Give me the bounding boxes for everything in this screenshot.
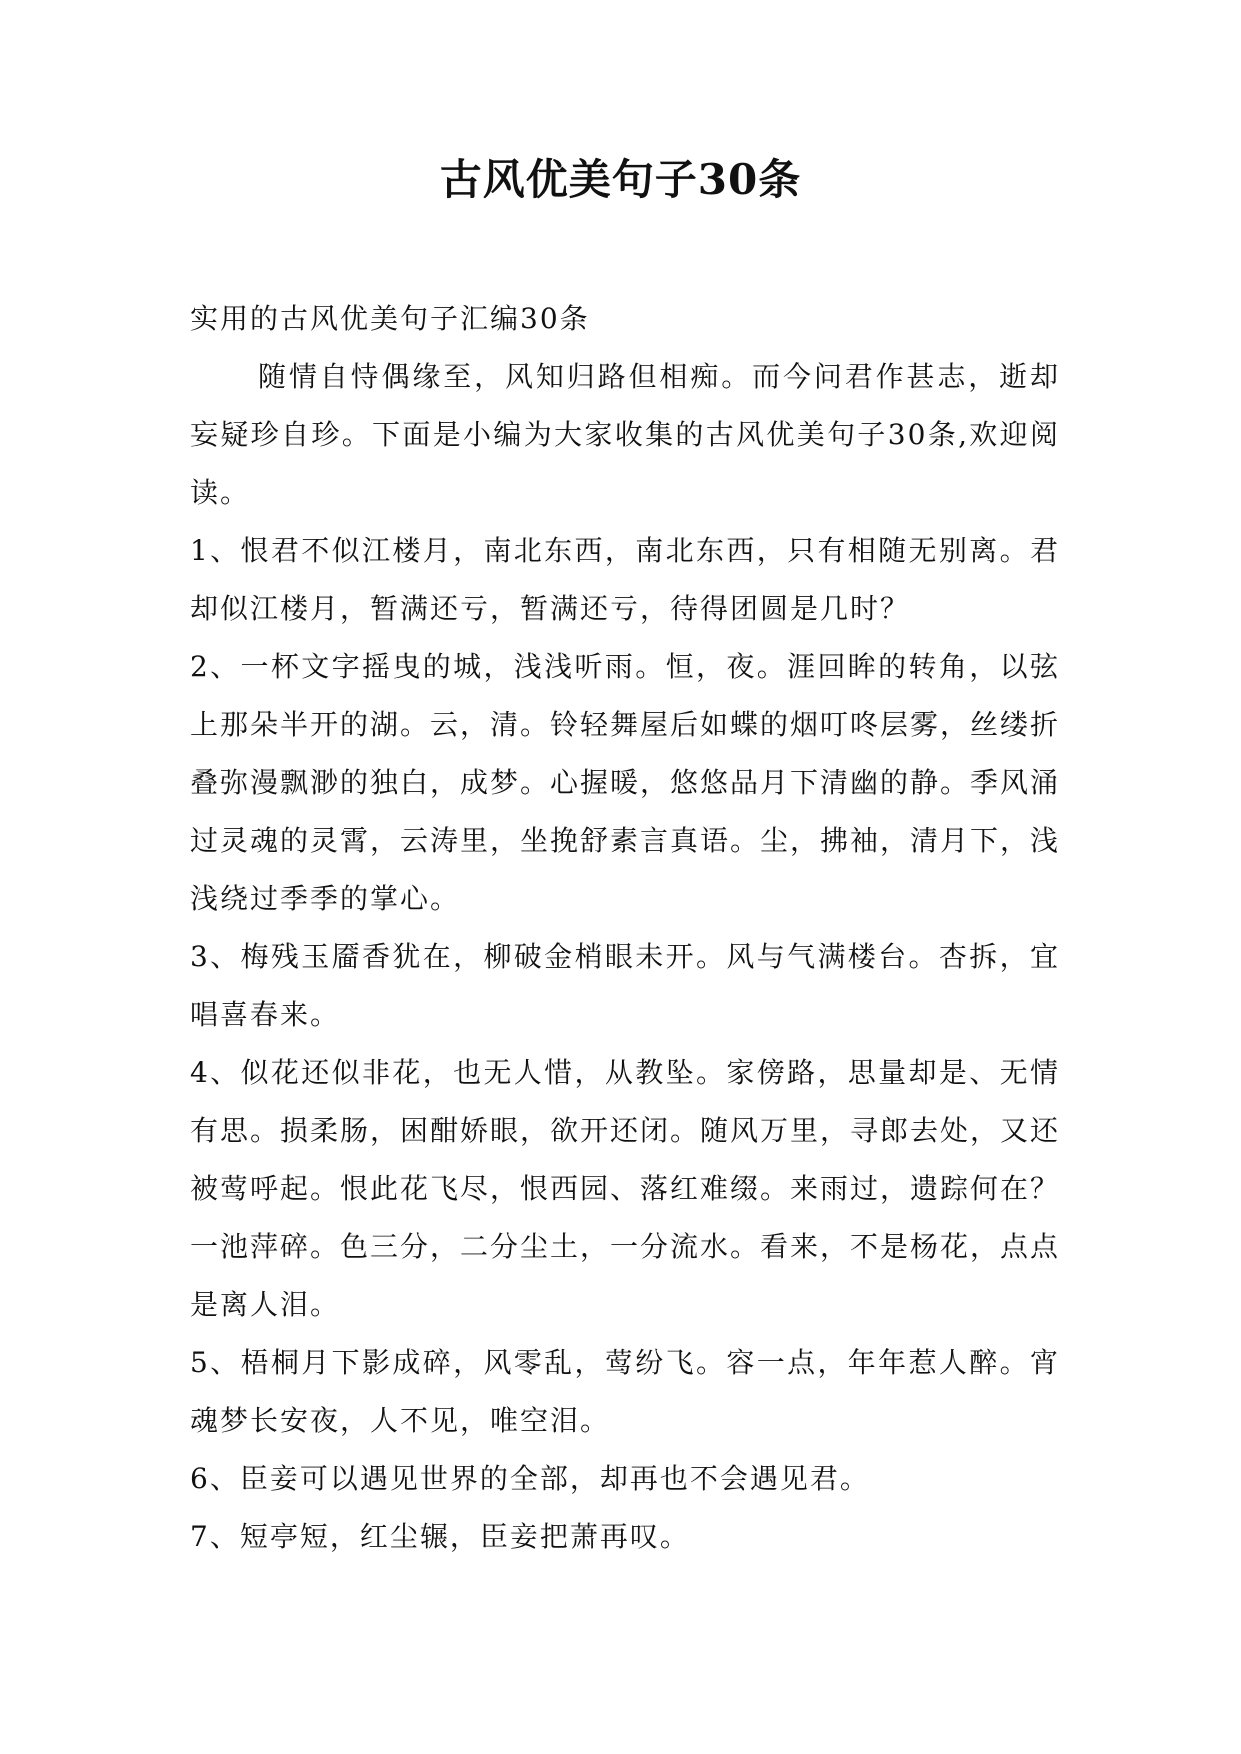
- list-item: 3、梅残玉靥香犹在，柳破金梢眼未开。风与气满楼台。杏拆，宜唱喜春来。: [190, 940, 1060, 1031]
- list-item: 1、恨君不似江楼月，南北东西，南北东西，只有相随无别离。君却似江楼月，暂满还亏，暂满还亏，待得团圆是几时？: [190, 534, 1060, 625]
- document-subtitle: 实用的古风优美句子汇编30条: [190, 302, 590, 335]
- list-item: 7、短亭短，红尘辗，臣妾把萧再叹。: [190, 1520, 690, 1553]
- intro-paragraph: 随情自恃偶缘至，风知归路但相痴。而今问君作甚志，逝却妄疑珍自珍。下面是小编为大家收集的古风优美句子30条,欢迎阅读。: [190, 360, 1060, 509]
- list-item: 4、似花还似非花，也无人惜，从教坠。家傍路，思量却是、无情有思。损柔肠，困酣娇眼，欲开还闭。随风万里，寻郎去处，又还被莺呼起。恨此花飞尽，恨西园、落红难缀。来雨过，遗踪何在？一池萍碎。色三分，二分尘土，一分流水。看来，不是杨花，点点是离人泪。: [190, 1056, 1061, 1321]
- document-body: [190, 290, 1060, 1566]
- list-item: 2、一杯文字摇曳的城，浅浅听雨。恒，夜。涯回眸的转角，以弦上那朵半开的湖。云，清。铃轻舞屋后如蝶的烟叮咚层雾，丝缕折叠弥漫飘渺的独白，成梦。心握暖，悠悠品月下清幽的静。季风涌过灵魂的灵霄，云涛里，坐挽舒素言真语。尘，拂袖，清月下，浅浅绕过季季的掌心。: [190, 650, 1061, 915]
- list-item: 5、梧桐月下影成碎，风零乱，莺纷飞。容一点，年年惹人醉。宵魂梦长安夜，人不见，唯空泪。: [190, 1346, 1060, 1437]
- page-title: 古风优美句子30条: [439, 155, 802, 204]
- list-item: 6、臣妾可以遇见世界的全部，却再也不会遇见君。: [190, 1462, 870, 1495]
